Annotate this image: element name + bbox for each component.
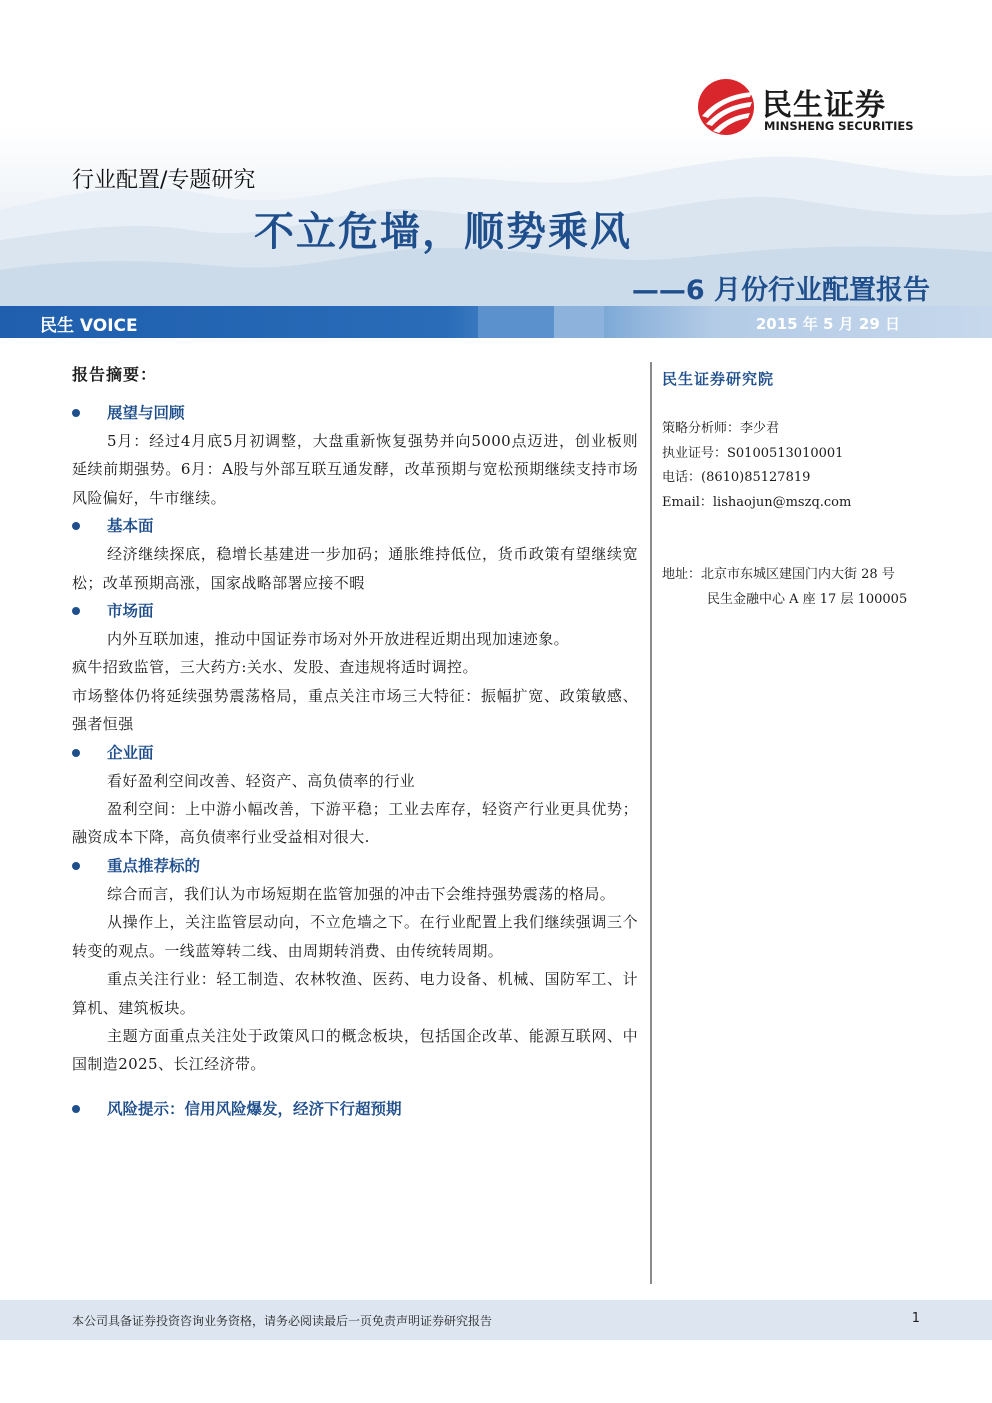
paragraph: 从操作上，关注监管层动向，不立危墙之下。在行业配置上我们继续强调三个转变的观点。一线蓝筹转二线、由周期转消费、由传统转周期。: [72, 913, 638, 960]
section-recommendations: [72, 852, 638, 1079]
logo-english-name: MINSHENG SECURITIES: [764, 119, 914, 133]
band-segment: [478, 306, 554, 338]
header-background: [0, 0, 992, 310]
column-divider: [650, 362, 652, 1284]
bullet-icon: [72, 1105, 80, 1113]
sidebar: [662, 368, 962, 612]
section-heading: 重点推荐标的: [72, 852, 638, 880]
paragraph: 市场整体仍将延续强势震荡格局，重点关注市场三大特征：振幅扩宽、政策敏感、强者恒强: [72, 686, 638, 734]
bullet-icon: [72, 522, 80, 530]
paragraph: 内外互联加速，推动中国证券市场对外开放进程近期出现加速迹象。: [107, 630, 570, 649]
minsheng-logo: [696, 78, 936, 136]
bullet-icon: [72, 409, 80, 417]
paragraph: 经济继续探底，稳增长基建进一步加码；通胀维持低位，货币政策有望继续宽松；改革预期高涨，国家战略部署应接不暇: [72, 545, 638, 592]
address-line-1: 地址：北京市东城区建国门内大街 28 号: [662, 567, 895, 582]
phone-number: 电话：(8610)85127819: [662, 470, 811, 485]
report-subtitle: ——6 月份行业配置报告: [631, 275, 930, 306]
band-segment: [554, 306, 604, 338]
report-title: 不立危墙，顺势乘风: [254, 209, 632, 255]
section-heading: 展望与回顾: [72, 399, 638, 427]
minsheng-emblem-icon: [696, 78, 758, 136]
paragraph: 疯牛招致监管，三大药方:关水、发股、查违规将适时调控。: [72, 658, 478, 677]
risk-warning: 风险提示：信用风险爆发，经济下行超预期: [72, 1095, 638, 1123]
section-fundamentals: [72, 512, 638, 597]
page-number: 1: [911, 1311, 920, 1326]
section-heading: 基本面: [72, 512, 638, 540]
paragraph: 看好盈利空间改善、轻资产、高负债率的行业: [107, 771, 416, 790]
abstract-title: 报告摘要：: [72, 365, 158, 384]
section-heading: 市场面: [72, 597, 638, 625]
section-outlook: [72, 399, 638, 512]
address-line-2: 民生金融中心 A 座 17 层 100005: [707, 591, 908, 607]
logo-name: 民生证券: [762, 88, 886, 123]
report-category: 行业配置/专题研究: [72, 168, 256, 193]
bullet-icon: [72, 862, 80, 870]
research-institute: 民生证券研究院: [662, 370, 775, 388]
footer-disclaimer: 本公司具备证券投资咨询业务资格，请务必阅读最后一页免责声明证券研究报告: [72, 1314, 493, 1328]
paragraph: 重点关注行业：轻工制造、农林牧渔、医药、电力设备、机械、国防军工、计算机、建筑板块。: [72, 970, 638, 1017]
section-enterprise: [72, 739, 638, 852]
section-market: [72, 597, 638, 739]
paragraph: 主题方面重点关注处于政策风口的概念板块，包括国企改革、能源互联网、中国制造2025、长江经济带。: [72, 1026, 638, 1074]
bullet-icon: [72, 749, 80, 757]
license-number: 执业证号：S0100513010001: [662, 445, 844, 461]
voice-label: 民生 VOICE: [40, 316, 138, 336]
bullet-icon: [72, 607, 80, 615]
paragraph: 盈利空间：上中游小幅改善，下游平稳；工业去库存，轻资产行业更具优势；融资成本下降，高负债率行业受益相对很大.: [72, 800, 638, 847]
paragraph: 5月：经过4月底5月初调整，大盘重新恢复强势并向5000点迈进，创业板则延续前期强势。6月：A股与外部互联互通发酵，改革预期与宽松预期继续支持市场风险偏好，牛市继续。: [72, 432, 638, 507]
abstract-column: [72, 362, 638, 1123]
email-address: Email：lishaojun@mszq.com: [662, 494, 852, 510]
report-date: 2015 年 5 月 29 日: [755, 315, 900, 333]
page-footer: [0, 1300, 992, 1340]
header-band: [0, 306, 992, 338]
analyst-name: 策略分析师：李少君: [662, 421, 780, 436]
paragraph: 综合而言，我们认为市场短期在监管加强的冲击下会维持强势震荡的格局。: [107, 884, 616, 903]
spacer: [72, 1079, 638, 1095]
section-heading: 企业面: [72, 739, 638, 767]
